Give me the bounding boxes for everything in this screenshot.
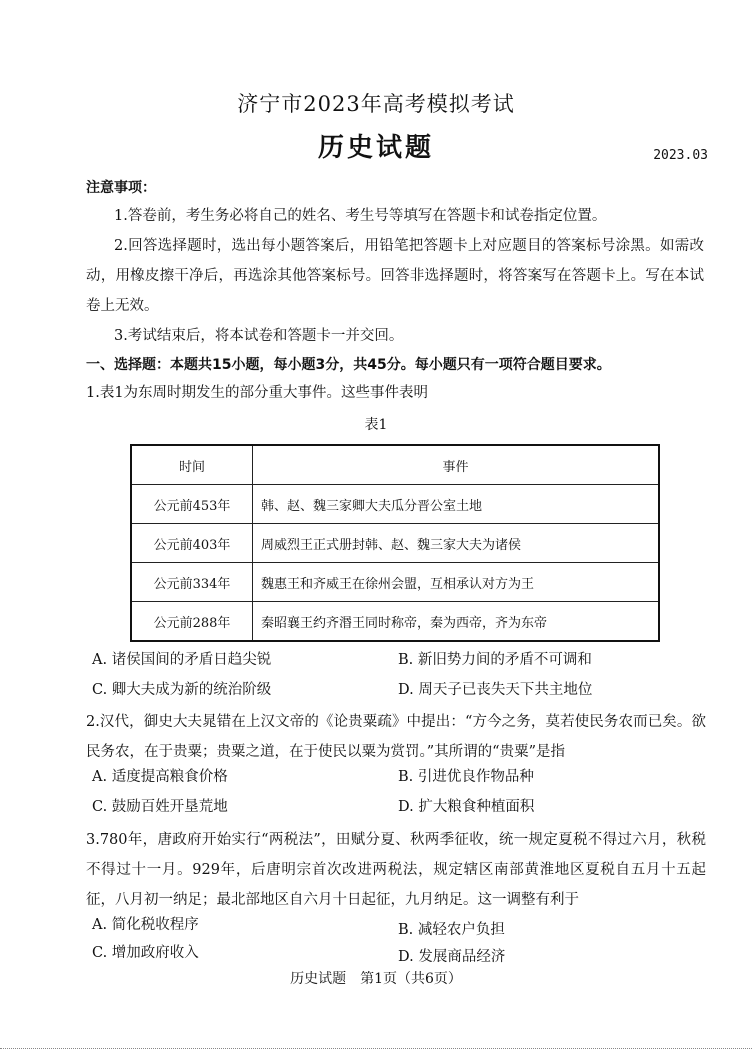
q3-option-c[interactable]: C. 增加政府收入 xyxy=(92,945,199,961)
events-table xyxy=(130,444,660,642)
notice-item-3: 3.考试结束后，将本试卷和答题卡一并交回。 xyxy=(114,328,404,344)
table-cell-event: 秦昭襄王约齐湣王同时称帝，秦为西帝，齐为东帝 xyxy=(253,602,660,642)
q3-option-b[interactable]: B. 减轻农户负担 xyxy=(398,922,505,938)
q2-option-b[interactable]: B. 引进优良作物品种 xyxy=(398,769,534,785)
table-header-row xyxy=(131,445,659,485)
notice-heading: 注意事项： xyxy=(86,180,156,196)
table-cell-time: 公元前334年 xyxy=(131,563,253,602)
section-heading-choice: 一、选择题：本题共15小题，每小题3分，共45分。每小题只有一项符合题目要求。 xyxy=(86,357,611,373)
table-header-time: 时间 xyxy=(131,445,253,485)
q1-option-d[interactable]: D. 周天子已丧失天下共主地位 xyxy=(398,682,593,698)
question-1-stem: 1.表1为东周时期发生的部分重大事件。这些事件表明 xyxy=(86,385,429,401)
page-footer: 历史试题 第1页（共6页） xyxy=(290,971,462,987)
question-2-stem: 2.汉代，御史大夫晁错在上汉文帝的《论贵粟疏》中提出：“方今之务，莫若使民务农而已矣。欲民务农，在于贵粟；贵粟之道，在于使民以粟为赏罚。”其所谓的“贵粟”是指 xyxy=(86,714,706,760)
table-row xyxy=(131,563,659,602)
q1-option-c[interactable]: C. 卿大夫成为新的统治阶级 xyxy=(92,682,272,698)
exam-subject-title: 历史试题 xyxy=(317,133,434,163)
q3-option-d[interactable]: D. 发展商品经济 xyxy=(398,949,506,965)
table-row xyxy=(131,485,659,524)
table-caption: 表1 xyxy=(364,417,388,433)
q2-option-d[interactable]: D. 扩大粮食种植面积 xyxy=(398,799,535,815)
table-cell-event: 韩、赵、魏三家卿大夫瓜分晋公室土地 xyxy=(253,485,660,524)
q2-option-a[interactable]: A. 适度提高粮食价格 xyxy=(92,769,228,785)
notice-item-1: 1.答卷前，考生务必将自己的姓名、考生号等填写在答题卡和试卷指定位置。 xyxy=(114,208,607,224)
table-cell-time: 公元前403年 xyxy=(131,524,253,563)
table-cell-event: 周威烈王正式册封韩、赵、魏三家大夫为诸侯 xyxy=(253,524,660,563)
table-row xyxy=(131,524,659,563)
scan-edge-divider xyxy=(0,1048,752,1050)
q2-option-c[interactable]: C. 鼓励百姓开垦荒地 xyxy=(92,799,228,815)
q1-option-a[interactable]: A. 诸侯国间的矛盾日趋尖锐 xyxy=(92,652,272,668)
exam-date: 2023.03 xyxy=(653,148,708,163)
q3-option-a[interactable]: A. 简化税收程序 xyxy=(92,917,199,933)
notice-item-2: 2.回答选择题时，选出每小题答案后，用铅笔把答题卡上对应题目的答案标号涂黑。如需改动，用橡皮擦干净后，再选涂其他答案标号。回答非选择题时，将答案写在答题卡上。写在本试卷上无效。 xyxy=(86,238,704,314)
question-3-stem: 3.780年，唐政府开始实行“两税法”，田赋分夏、秋两季征收，统一规定夏税不得过六月，秋税不得过十一月。929年，后唐明宗首次改进两税法，规定辖区南部黄淮地区夏税自五月十五起征，八月初一纳足；最北部地区自六月十日起征，九月纳足。这一调整有利于 xyxy=(86,832,706,908)
table-row xyxy=(131,602,659,642)
table-cell-time: 公元前288年 xyxy=(131,602,253,642)
table-cell-event: 魏惠王和齐威王在徐州会盟，互相承认对方为王 xyxy=(253,563,660,602)
q1-option-b[interactable]: B. 新旧势力间的矛盾不可调和 xyxy=(398,652,592,668)
table-cell-time: 公元前453年 xyxy=(131,485,253,524)
exam-title: 济宁市2023年高考模拟考试 xyxy=(237,92,515,116)
table-header-event: 事件 xyxy=(253,445,660,485)
